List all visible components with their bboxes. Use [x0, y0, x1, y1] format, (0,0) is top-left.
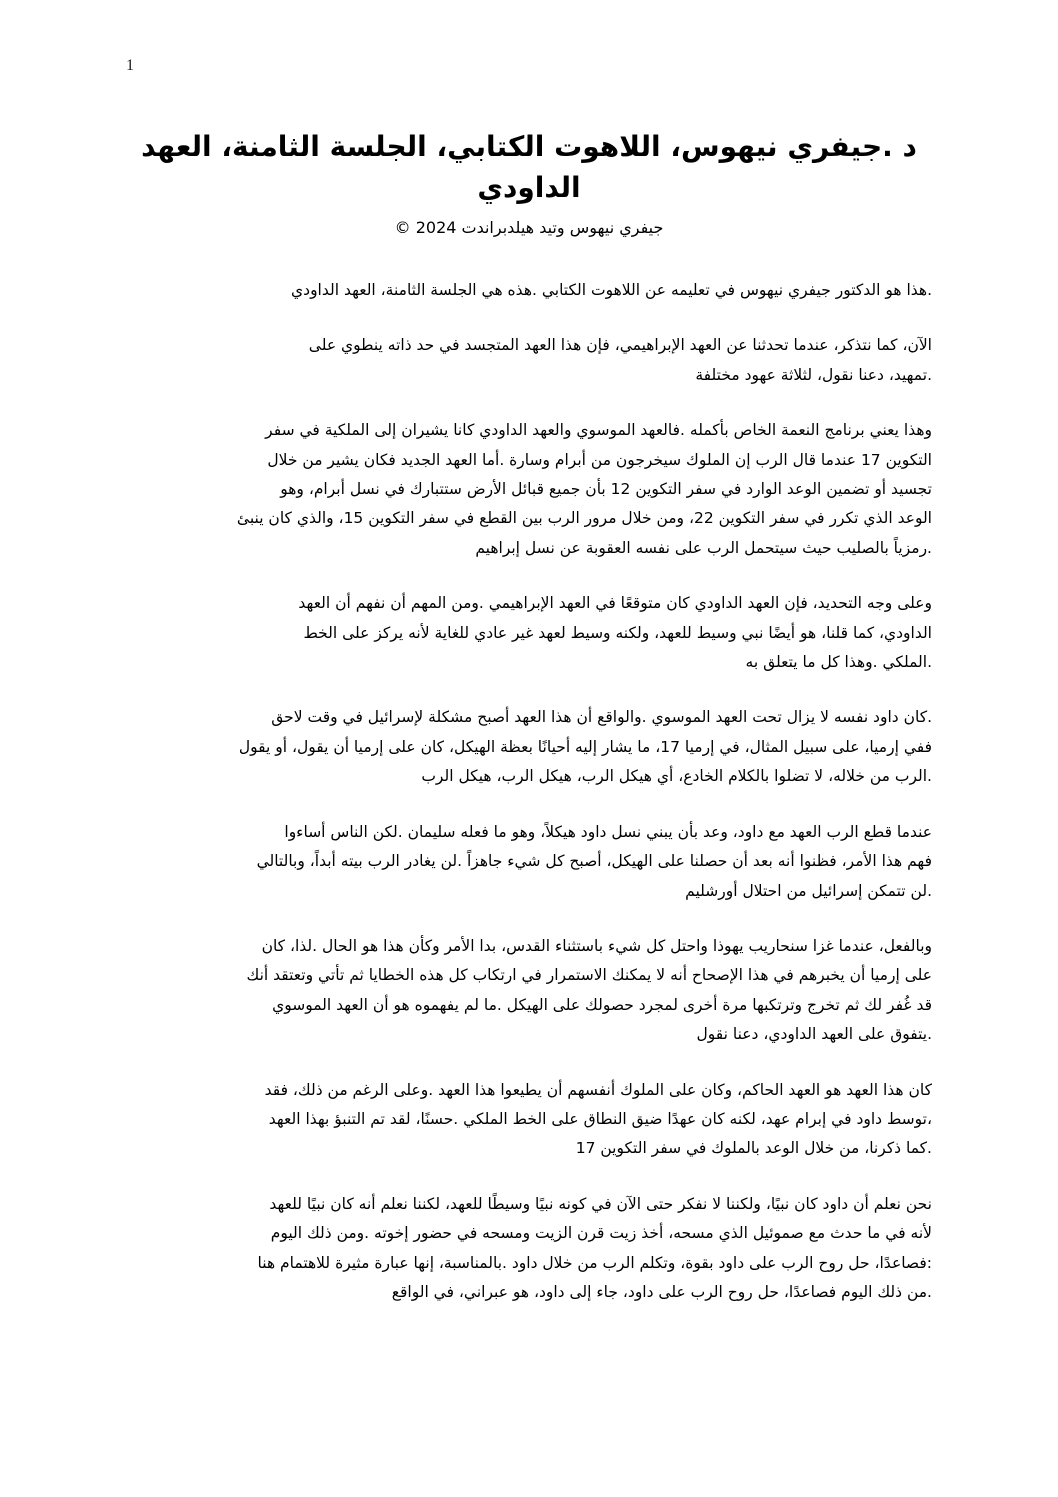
- paragraph-line: .تمهيد، دعنا نقول، لثلاثة عهود مختلفة: [695, 365, 932, 384]
- title-line-1: د .جيفري نيهوس، اللاهوت الكتابي، الجلسة الثامنة، العهد: [141, 130, 917, 163]
- paragraph: [126, 818, 932, 906]
- paragraph-line: الوعد الذي تكرر في سفر التكوين 22، ومن خلال مرور الرب بين القطع في سفر التكوين 15، والذي كان ينبئ: [236, 509, 932, 528]
- body-text: [126, 276, 932, 1307]
- paragraph-line: ،توسط داود في إبرام عهد، لكنه كان عهدًا ضيق النطاق على الخط الملكي .حسنًا، لقد تم التنبؤ بهذا العهد: [268, 1109, 932, 1128]
- title-line-2: الداودي: [477, 171, 581, 204]
- paragraph-line: .لن تتمكن إسرائيل من احتلال أورشليم: [685, 881, 932, 900]
- paragraph-line: وبالفعل، عندما غزا سنحاريب يهوذا واحتل كل شيء باستثناء القدس، بدا الأمر وكأن هذا هو الحال .لذا، كان: [261, 936, 932, 955]
- paragraph: [126, 589, 932, 677]
- paragraph-line: .الملكي .وهذا كل ما يتعلق به: [745, 653, 932, 672]
- paragraph-line: .الرب من خلاله، لا تضلوا بالكلام الخادع، أي هيكل الرب، هيكل الرب، هيكل الرب: [421, 767, 932, 786]
- paragraph: [126, 276, 932, 305]
- paragraph: [126, 932, 932, 1050]
- paragraph-line: .رمزياً بالصليب حيث سيتحمل الرب على نفسه العقوبة عن نسل إبراهيم: [475, 538, 932, 557]
- document-title: [126, 126, 932, 208]
- paragraph-line: .من ذلك اليوم فصاعدًا، حل روح الرب على داود، جاء إلى داود، هو عبراني، في الواقع: [391, 1282, 932, 1301]
- paragraph-line: .كما ذكرنا، من خلال الوعد بالملوك في سفر التكوين 17: [575, 1139, 932, 1158]
- paragraph-line: .كان داود نفسه لا يزال تحت العهد الموسوي .والواقع أن هذا العهد أصبح مشكلة لإسرائيل في وقت لاحق: [271, 708, 932, 727]
- paragraph-line: .يتفوق على العهد الداودي، دعنا نقول: [696, 1025, 932, 1044]
- copyright-line: جيفري نيهوس وتيد هيلدبراندت 2024 ©: [394, 218, 664, 237]
- paragraph-line: ففي إرميا، على سبيل المثال، في إرميا 17، ما يشار إليه أحيانًا بعظة الهيكل، كان على إرميا أن يقول، أو يقول: [238, 737, 932, 756]
- paragraph-line: عندما قطع الرب العهد مع داود، وعد بأن يبني نسل داود هيكلاً، وهو ما فعله سليمان .لكن الناس أساءوا: [284, 822, 932, 841]
- paragraph-line: .هذا هو الدكتور جيفري نيهوس في تعليمه عن اللاهوت الكتابي .هذه هي الجلسة الثامنة، العهد الداودي: [291, 281, 932, 299]
- paragraph-line: :فصاعدًا، حل روح الرب على داود بقوة، وتكلم الرب من خلال داود .بالمناسبة، إنها عبارة مثيرة للاهتمام هنا: [257, 1253, 932, 1272]
- paragraph: [126, 331, 932, 390]
- paragraph: [126, 1076, 932, 1164]
- paragraph-line: وهذا يعني برنامج النعمة الخاص بأكمله .فالعهد الموسوي والعهد الداودي كانا يشيران إلى الملكية في سفر: [265, 421, 932, 440]
- paragraph: [126, 1190, 932, 1308]
- paragraph-line: لأنه في ما حدث مع صموئيل الذي مسحه، أخذ زيت قرن الزيت ومسحه في حضور إخوته .ومن ذلك اليوم: [270, 1224, 932, 1243]
- paragraph: [126, 416, 932, 563]
- paragraph-line: الآن، كما نتذكر، عندما تحدثنا عن العهد الإبراهيمي، فإن هذا العهد المتجسد في حد ذاته ينطوي على: [308, 336, 932, 355]
- paragraph: [126, 703, 932, 791]
- paragraph-line: الداودي، كما قلنا، هو أيضًا نبي وسيط للعهد، ولكنه وسيط لعهد غير عادي للغاية لأنه يركز على الخط: [303, 623, 932, 642]
- paragraph-line: على إرميا أن يخبرهم في هذا الإصحاح أنه لا يمكنك الاستمرار في ارتكاب كل هذه الخطايا ثم تأتي وتعتقد أنك: [246, 966, 932, 985]
- paragraph-line: فهم هذا الأمر، فظنوا أنه بعد أن حصلنا على الهيكل، أصبح كل شيء جاهزاً .لن يغادر الرب بيته أبداً، وبالتالي: [256, 852, 932, 871]
- paragraph-line: وعلى وجه التحديد، فإن العهد الداودي كان متوقعًا في العهد الإبراهيمي .ومن المهم أن نفهم أن العهد: [298, 594, 932, 613]
- paragraph-line: قد غُفر لك ثم تخرج وترتكبها مرة أخرى لمجرد حصولك على الهيكل .ما لم يفهموه هو أن العهد الموسوي: [272, 995, 932, 1014]
- paragraph-line: تجسيد أو تضمين الوعد الوارد في سفر التكوين 12 بأن جميع قبائل الأرض ستتبارك في نسل أبرام، وهو: [280, 480, 932, 499]
- paragraph-line: نحن نعلم أن داود كان نبيًا، ولكننا لا نفكر حتى الآن في كونه نبيًا وسيطًا للعهد، لكننا نعلم أنه كان نبيًا للعهد: [269, 1194, 932, 1213]
- page-number: 1: [126, 57, 134, 74]
- paragraph-line: كان هذا العهد هو العهد الحاكم، وكان على الملوك أنفسهم أن يطيعوا هذا العهد .وعلى الرغم من ذلك، فقد: [264, 1080, 932, 1099]
- paragraph-line: التكوين 17 عندما قال الرب إن الملوك سيخرجون من أبرام وسارة .أما العهد الجديد فكان يشير من خلال: [267, 450, 932, 469]
